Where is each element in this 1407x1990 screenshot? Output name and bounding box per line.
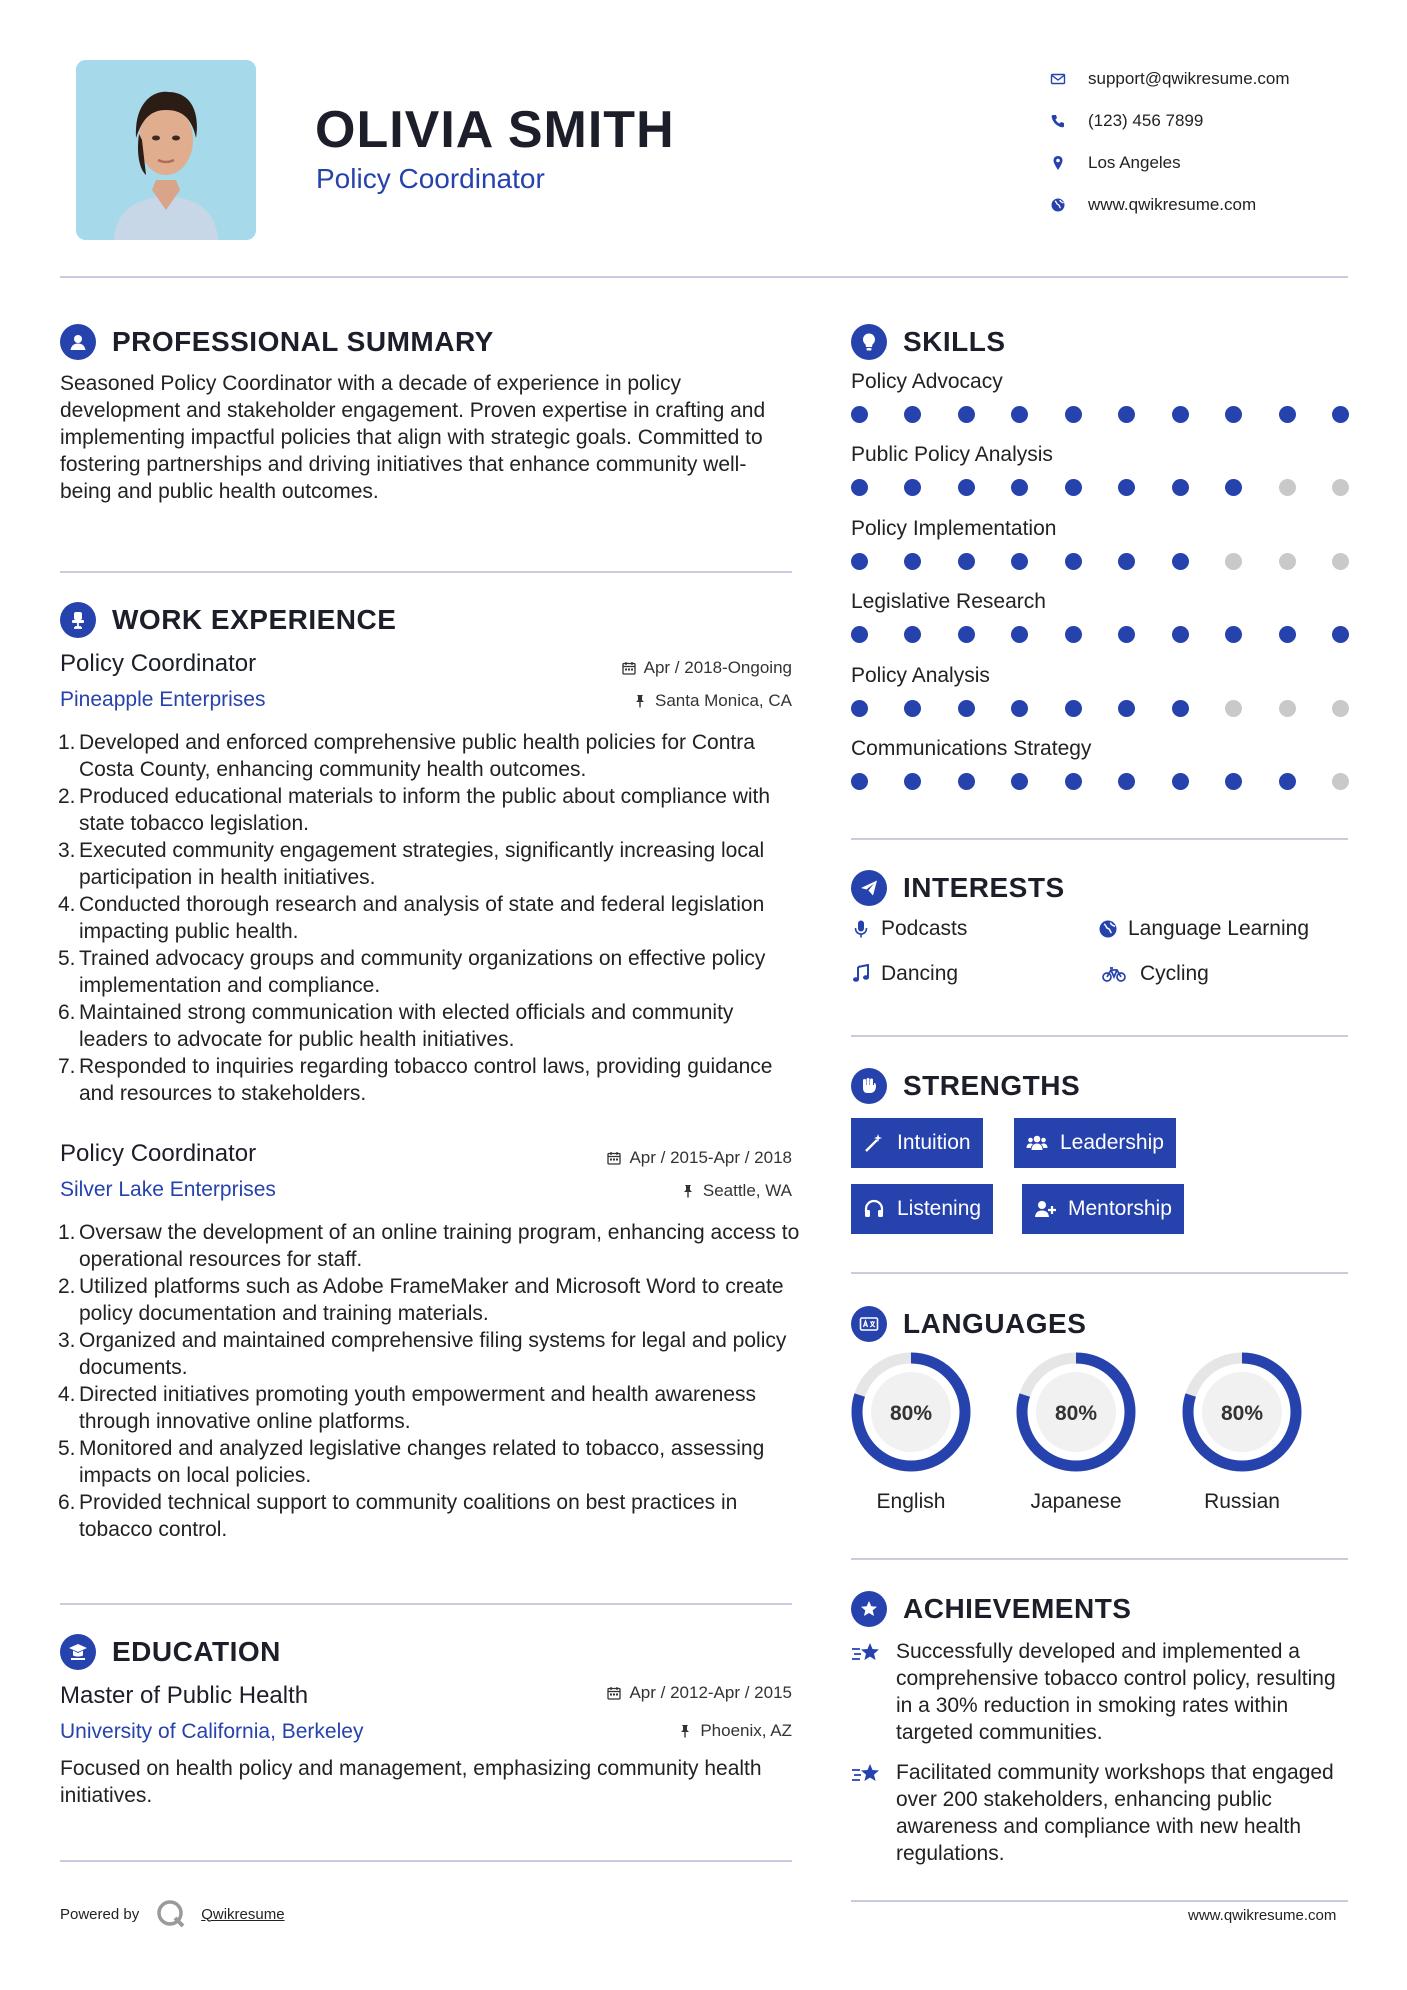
rating-dot-filled xyxy=(1225,406,1242,423)
education-location-text: Phoenix, AZ xyxy=(700,1721,792,1740)
rating-dot-empty xyxy=(1279,479,1296,496)
gauge-label: 80% xyxy=(1220,1402,1264,1425)
interest-dancing xyxy=(851,962,958,986)
contact-location xyxy=(1050,142,1290,184)
qwikresume-logo-icon xyxy=(155,1898,187,1930)
headphones-icon xyxy=(863,1198,885,1220)
shooting-star-icon xyxy=(851,1761,883,1789)
rating-dot-filled xyxy=(958,773,975,790)
contact-website-text: www.qwikresume.com xyxy=(1088,195,1257,214)
profile-photo xyxy=(76,60,256,240)
rating-dot-filled xyxy=(1011,479,1028,496)
skill-rating xyxy=(851,700,1349,717)
strength-label: Intuition xyxy=(897,1131,971,1154)
rating-dot-filled xyxy=(1279,406,1296,423)
strengths-divider xyxy=(851,1272,1348,1274)
education-location xyxy=(560,1721,792,1741)
rating-dot-empty xyxy=(1332,773,1349,790)
rating-dot-filled xyxy=(958,700,975,717)
rating-dot-filled xyxy=(1118,479,1135,496)
languages-title: LANGUAGES xyxy=(903,1308,1087,1339)
rating-dot-empty xyxy=(1332,700,1349,717)
language-english xyxy=(849,1350,973,1514)
rating-dot-filled xyxy=(1118,553,1135,570)
list-item: 3. Organized and maintained comprehensive filing systems for legal and policy documents. xyxy=(58,1329,787,1379)
language-name: Russian xyxy=(1204,1490,1280,1513)
job-1-duties xyxy=(60,729,800,1107)
interests-title: INTERESTS xyxy=(903,872,1065,903)
gauge-label: 80% xyxy=(889,1402,933,1425)
language-name: Japanese xyxy=(1030,1490,1122,1513)
skill-name: Communications Strategy xyxy=(851,737,1092,760)
job-2-date xyxy=(540,1148,792,1168)
rating-dot-filled xyxy=(1011,553,1028,570)
rating-dot-filled xyxy=(1065,700,1082,717)
rating-dot-filled xyxy=(904,773,921,790)
rating-dot-filled xyxy=(958,626,975,643)
rating-dot-filled xyxy=(958,479,975,496)
interest-label: Language Learning xyxy=(1128,917,1310,940)
pushpin-icon xyxy=(681,1184,695,1198)
achievements-title: ACHIEVEMENTS xyxy=(903,1593,1132,1624)
rating-dot-filled xyxy=(851,406,868,423)
rating-dot-filled xyxy=(1332,406,1349,423)
list-item: 4. Conducted thorough research and analysis of state and federal legislation impacting public health. xyxy=(58,893,765,943)
bicycle-icon xyxy=(1098,964,1130,984)
rating-dot-empty xyxy=(1225,553,1242,570)
rating-dot-filled xyxy=(904,553,921,570)
rating-dot-filled xyxy=(1172,700,1189,717)
contact-email[interactable] xyxy=(1050,58,1290,100)
list-item: 5. Trained advocacy groups and community organizations on effective policy implementation and compliance. xyxy=(58,947,766,997)
achievement-item-2 xyxy=(851,1759,1351,1867)
rating-dot-filled xyxy=(1279,626,1296,643)
contact-website[interactable] xyxy=(1050,184,1290,226)
footer-website[interactable]: www.qwikresume.com xyxy=(1188,1907,1337,1924)
skills-title: SKILLS xyxy=(903,326,1006,357)
rating-dot-filled xyxy=(1172,773,1189,790)
strengths-heading xyxy=(851,1068,1080,1104)
skills-divider xyxy=(851,838,1348,840)
footer-powered-by xyxy=(60,1898,285,1930)
interest-label: Podcasts xyxy=(881,917,968,940)
experience-title: WORK EXPERIENCE xyxy=(112,604,397,635)
rating-dot-filled xyxy=(1011,406,1028,423)
rating-dot-filled xyxy=(1225,626,1242,643)
education-degree: Master of Public Health xyxy=(60,1682,309,1709)
language-gauge xyxy=(1180,1350,1304,1474)
experience-heading xyxy=(60,602,396,638)
skill-row xyxy=(851,370,1351,423)
education-school: University of California, Berkeley xyxy=(60,1720,364,1743)
list-item: 1. Oversaw the development of an online training program, enhancing access to operational resources for staff. xyxy=(58,1221,800,1271)
job-2-company: Silver Lake Enterprises xyxy=(60,1178,276,1201)
candidate-role: Policy Coordinator xyxy=(316,163,545,194)
rating-dot-filled xyxy=(851,700,868,717)
list-item: 1. Developed and enforced comprehensive public health policies for Contra Costa County, enhancing community health outcomes. xyxy=(58,731,755,781)
user-icon xyxy=(67,331,89,353)
skill-name: Public Policy Analysis xyxy=(851,443,1053,466)
skill-name: Policy Analysis xyxy=(851,664,990,687)
strength-leadership xyxy=(1014,1118,1176,1168)
rating-dot-filled xyxy=(1011,700,1028,717)
strength-label: Listening xyxy=(897,1197,982,1220)
rating-dot-filled xyxy=(851,773,868,790)
rating-dot-filled xyxy=(904,479,921,496)
education-date-text: Apr / 2012-Apr / 2015 xyxy=(629,1683,792,1702)
rating-dot-filled xyxy=(1172,626,1189,643)
strength-label: Mentorship xyxy=(1068,1197,1172,1220)
rating-dot-filled xyxy=(1225,479,1242,496)
rating-dot-filled xyxy=(1065,773,1082,790)
education-divider xyxy=(60,1860,792,1862)
interest-label: Cycling xyxy=(1140,962,1209,985)
interests-divider xyxy=(851,1035,1348,1037)
rating-dot-filled xyxy=(851,553,868,570)
shooting-star-icon xyxy=(851,1640,883,1668)
skill-rating xyxy=(851,773,1349,790)
experience-divider xyxy=(60,1603,792,1605)
list-item: 6. Maintained strong communication with elected officials and community leaders to advocate for public health initiatives. xyxy=(58,1001,734,1051)
strengths-title: STRENGTHS xyxy=(903,1070,1081,1101)
rating-dot-filled xyxy=(851,479,868,496)
gauge-label: 80% xyxy=(1054,1402,1098,1425)
skill-row xyxy=(851,737,1351,790)
interests-heading xyxy=(851,870,1065,906)
microphone-icon xyxy=(851,919,871,939)
rating-dot-empty xyxy=(1279,553,1296,570)
interest-language-learning xyxy=(1098,917,1309,941)
star-badge-icon xyxy=(858,1598,880,1620)
job-2-location xyxy=(560,1181,792,1201)
language-card-icon xyxy=(858,1313,880,1335)
rating-dot-filled xyxy=(1065,479,1082,496)
achievements-heading xyxy=(851,1591,1131,1627)
rating-dot-filled xyxy=(1011,773,1028,790)
skills-heading xyxy=(851,324,1006,360)
list-item: 4. Directed initiatives promoting youth empowerment and health awareness through innovative online platforms. xyxy=(58,1383,757,1433)
skill-name: Legislative Research xyxy=(851,590,1046,613)
language-gauge xyxy=(849,1350,973,1474)
magic-wand-icon xyxy=(863,1132,885,1154)
list-item: 7. Responded to inquiries regarding tobacco control laws, providing guidance and resources to stakeholders. xyxy=(58,1055,773,1105)
language-gauge xyxy=(1014,1350,1138,1474)
job-1-title: Policy Coordinator xyxy=(60,650,257,677)
job-1-company: Pineapple Enterprises xyxy=(60,688,266,711)
raised-fist-icon xyxy=(858,1075,880,1097)
interest-label: Dancing xyxy=(881,962,959,985)
rating-dot-filled xyxy=(1118,626,1135,643)
rating-dot-filled xyxy=(1225,773,1242,790)
achievement-item-1 xyxy=(851,1638,1351,1746)
rating-dot-filled xyxy=(1118,406,1135,423)
job-2-date-text: Apr / 2015-Apr / 2018 xyxy=(629,1148,792,1167)
interest-cycling xyxy=(1098,962,1209,986)
user-plus-icon xyxy=(1034,1198,1056,1220)
rating-dot-filled xyxy=(904,626,921,643)
skill-rating xyxy=(851,406,1349,423)
list-item: 3. Executed community engagement strategies, significantly increasing local participation in health initiatives. xyxy=(58,839,765,889)
summary-text: Seasoned Policy Coordinator with a decade of experience in policy development and stakeholder engagement. Proven expertise in crafting and implementing impactful policies that align with strategic goals. Committed to fostering partnerships and driving initiatives that enhance community well-being and public health outcomes. xyxy=(60,372,766,503)
rating-dot-filled xyxy=(1332,626,1349,643)
music-note-icon xyxy=(851,964,871,984)
contact-block xyxy=(1050,58,1290,226)
interest-podcasts xyxy=(851,917,967,941)
contact-phone-text: (123) 456 7899 xyxy=(1088,111,1204,130)
skill-row xyxy=(851,517,1351,570)
strength-intuition xyxy=(851,1118,983,1168)
strength-label: Leadership xyxy=(1060,1131,1164,1154)
rating-dot-empty xyxy=(1332,553,1349,570)
powered-by-label: Powered by xyxy=(60,1905,140,1923)
globe-icon xyxy=(1098,919,1118,939)
contact-phone[interactable] xyxy=(1050,100,1290,142)
skill-row xyxy=(851,664,1351,717)
rating-dot-filled xyxy=(904,700,921,717)
skill-rating xyxy=(851,479,1349,496)
skill-rating xyxy=(851,626,1349,643)
graduate-icon xyxy=(67,1641,89,1663)
rating-dot-empty xyxy=(1279,700,1296,717)
education-text: Focused on health policy and management, emphasizing community health initiatives. xyxy=(60,1757,762,1807)
rating-dot-filled xyxy=(1172,479,1189,496)
map-pin-icon xyxy=(1050,155,1066,171)
achievement-text: Successfully developed and implemented a comprehensive tobacco control policy, resulting in a 30% reduction in smoking rates within targeted communities. xyxy=(896,1640,1336,1744)
languages-divider xyxy=(851,1558,1348,1560)
rating-dot-filled xyxy=(1118,700,1135,717)
rating-dot-filled xyxy=(1172,553,1189,570)
globe-icon xyxy=(1050,197,1066,213)
list-item: 5. Monitored and analyzed legislative changes related to tobacco, assessing impacts on local policies. xyxy=(58,1437,765,1487)
job-1-date-text: Apr / 2018-Ongoing xyxy=(643,658,792,677)
education-heading xyxy=(60,1634,281,1670)
phone-icon xyxy=(1050,113,1066,129)
job-2-duties xyxy=(60,1219,800,1543)
rating-dot-filled xyxy=(958,553,975,570)
paper-plane-icon xyxy=(858,877,880,899)
education-date xyxy=(540,1683,792,1703)
rating-dot-empty xyxy=(1332,479,1349,496)
rating-dot-filled xyxy=(1011,626,1028,643)
rating-dot-filled xyxy=(1065,406,1082,423)
rating-dot-filled xyxy=(1172,406,1189,423)
job-1-date xyxy=(560,658,792,678)
calendar-icon xyxy=(607,1151,621,1165)
skill-row xyxy=(851,590,1351,643)
job-1-location xyxy=(560,691,792,711)
job-2-location-text: Seattle, WA xyxy=(702,1181,792,1200)
skill-name: Policy Advocacy xyxy=(851,370,1003,393)
skill-row xyxy=(851,443,1351,496)
achievement-text: Facilitated community workshops that engaged over 200 stakeholders, enhancing public awareness and compliance with new health regulations. xyxy=(896,1761,1334,1865)
strength-listening xyxy=(851,1184,993,1234)
rating-dot-filled xyxy=(851,626,868,643)
list-item: 2. Utilized platforms such as Adobe FrameMaker and Microsoft Word to create policy documentation and training materials. xyxy=(58,1275,784,1325)
rating-dot-filled xyxy=(1279,773,1296,790)
list-item: 6. Provided technical support to community coalitions on best practices in tobacco control. xyxy=(58,1491,738,1541)
language-japanese xyxy=(1014,1350,1138,1514)
pushpin-icon xyxy=(678,1724,692,1738)
footer-brand-link[interactable]: Qwikresume xyxy=(201,1905,285,1923)
contact-location-text: Los Angeles xyxy=(1088,153,1181,172)
rating-dot-filled xyxy=(1065,553,1082,570)
strength-mentorship xyxy=(1022,1184,1184,1234)
skill-name: Policy Implementation xyxy=(851,517,1057,540)
contact-email-text: support@qwikresume.com xyxy=(1088,69,1290,88)
languages-heading xyxy=(851,1306,1086,1342)
chair-icon xyxy=(67,609,89,631)
header-divider xyxy=(60,276,1348,278)
calendar-icon xyxy=(622,661,636,675)
summary-title: PROFESSIONAL SUMMARY xyxy=(112,326,494,357)
calendar-icon xyxy=(607,1686,621,1700)
users-icon xyxy=(1026,1132,1048,1154)
summary-divider xyxy=(60,571,792,573)
rating-dot-filled xyxy=(904,406,921,423)
rating-dot-filled xyxy=(1118,773,1135,790)
candidate-name: OLIVIA SMITH xyxy=(315,101,675,159)
list-item: 2. Produced educational materials to inform the public about compliance with state tobacco legislation. xyxy=(58,785,771,835)
pushpin-icon xyxy=(633,694,647,708)
achievements-divider xyxy=(851,1900,1348,1902)
rating-dot-filled xyxy=(958,406,975,423)
job-1-location-text: Santa Monica, CA xyxy=(654,691,792,710)
education-title: EDUCATION xyxy=(112,1636,281,1667)
lightbulb-icon xyxy=(858,331,880,353)
language-russian xyxy=(1180,1350,1304,1514)
rating-dot-filled xyxy=(1065,626,1082,643)
envelope-icon xyxy=(1050,71,1066,87)
language-name: English xyxy=(876,1490,946,1513)
summary-heading xyxy=(60,324,494,360)
rating-dot-empty xyxy=(1225,700,1242,717)
job-2-title: Policy Coordinator xyxy=(60,1140,257,1167)
skill-rating xyxy=(851,553,1349,570)
